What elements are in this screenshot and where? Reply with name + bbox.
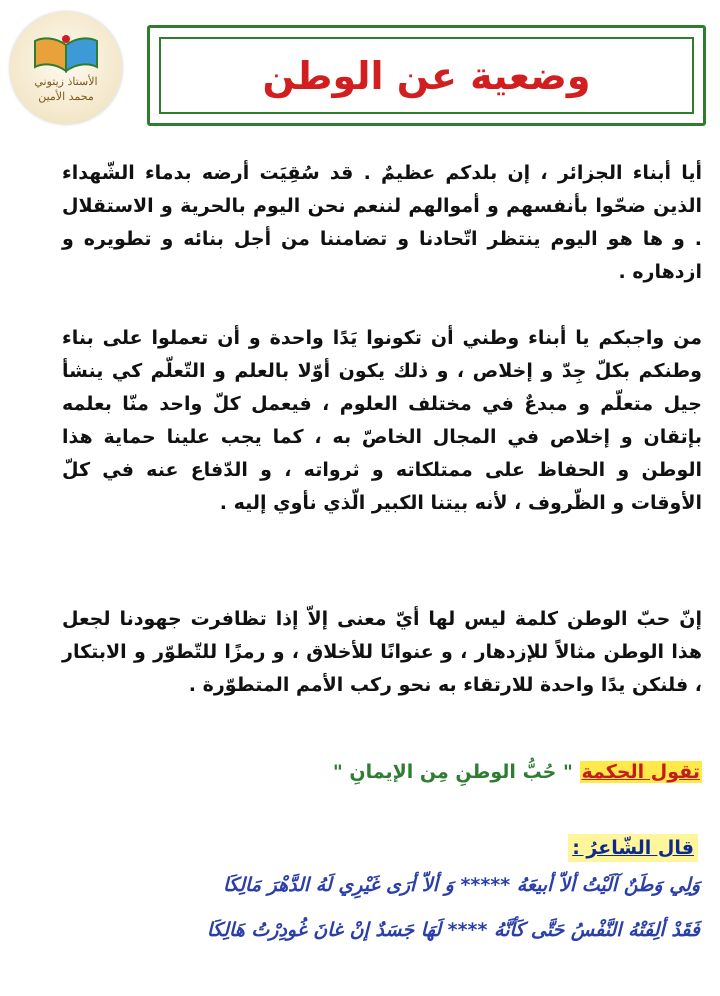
paragraph-3: إنّ حبّ الوطن كلمة ليس لها أيّ معنى إلاّ إذا تظافرت جهودنا لجعل هذا الوطن مثالاً للإزدهار ، و عنوانًا للأخلاق ، و رمزًا للتّطوّر و الابتكار ، فلنكن يدًا واحدة للارتقاء به نحو ركب الأمم المتطوّرة . bbox=[62, 608, 702, 696]
logo-name-line2: محمد الأمين bbox=[38, 90, 94, 103]
poem-verse-1: وَلِي وَطَنٌ آلَيْتُ ألاّ أبيعَهُ ***** وَ ألاّ أرَى غَيْرِي لَهُ الدَّهْرَ مَالِكَا bbox=[222, 874, 700, 896]
logo-name-line1: الأستاذ زيتوني bbox=[34, 75, 98, 88]
wisdom-quote: " حُبُّ الوطنِ مِن الإيمانِ " bbox=[332, 761, 573, 783]
poet-label: قال الشّاعرُ : bbox=[568, 834, 698, 862]
paragraph-2: من واجبكم يا أبناء وطني أن تكونوا يَدًا واحدة و أن تعملوا على بناء وطنكم بكلّ جِدّ و إخلاص ، و ذلك يكون أوّلا بالعلم و التّعلّم كي ينشأ جيل متعلّم و مبدعٌ في مختلف العلوم ، فيعمل كلّ واحد منّا بعلمه بإتقان و إخلاص في المجال الخاصّ به ، كما يجب علينا حماية هذا الوطن و الحفاظ على ممتلكاته و ثرواته ، و الدّفاع عنه في كلّ الأوقات و الظّروف ، لأنه بيتنا الكبير الّذي نأوي إليه . bbox=[62, 327, 702, 514]
wisdom-line bbox=[62, 757, 702, 787]
page-title: وضعية عن الوطن bbox=[262, 53, 591, 98]
author-logo-seal bbox=[10, 12, 122, 124]
wisdom-label: تقول الحكمة bbox=[581, 761, 700, 783]
poem-verse-2: فَقَدْ ألِفَتْهُ النَّفْسُ حَتَّى كَأنَّهُ **** لَهَا جَسَدٌ إنْ غانَ غُودِرْتُ هَالِكَا bbox=[206, 919, 700, 941]
open-book-icon bbox=[31, 33, 101, 73]
paragraph-1: أيا أبناء الجزائر ، إن بلدكم عظيمٌ . قد سُقِيَت أرضه بدماء الشّهداء الذين ضحّوا بأنفسهم و أموالهم لننعم نحن اليوم بالحرية و الاستقلال . و ها هو اليوم ينتظر اتّحادنا و تضامننا من أجل بنائه و تطويره و ازدهاره . bbox=[62, 162, 702, 283]
title-inner-frame bbox=[159, 37, 694, 114]
title-frame bbox=[147, 25, 706, 126]
